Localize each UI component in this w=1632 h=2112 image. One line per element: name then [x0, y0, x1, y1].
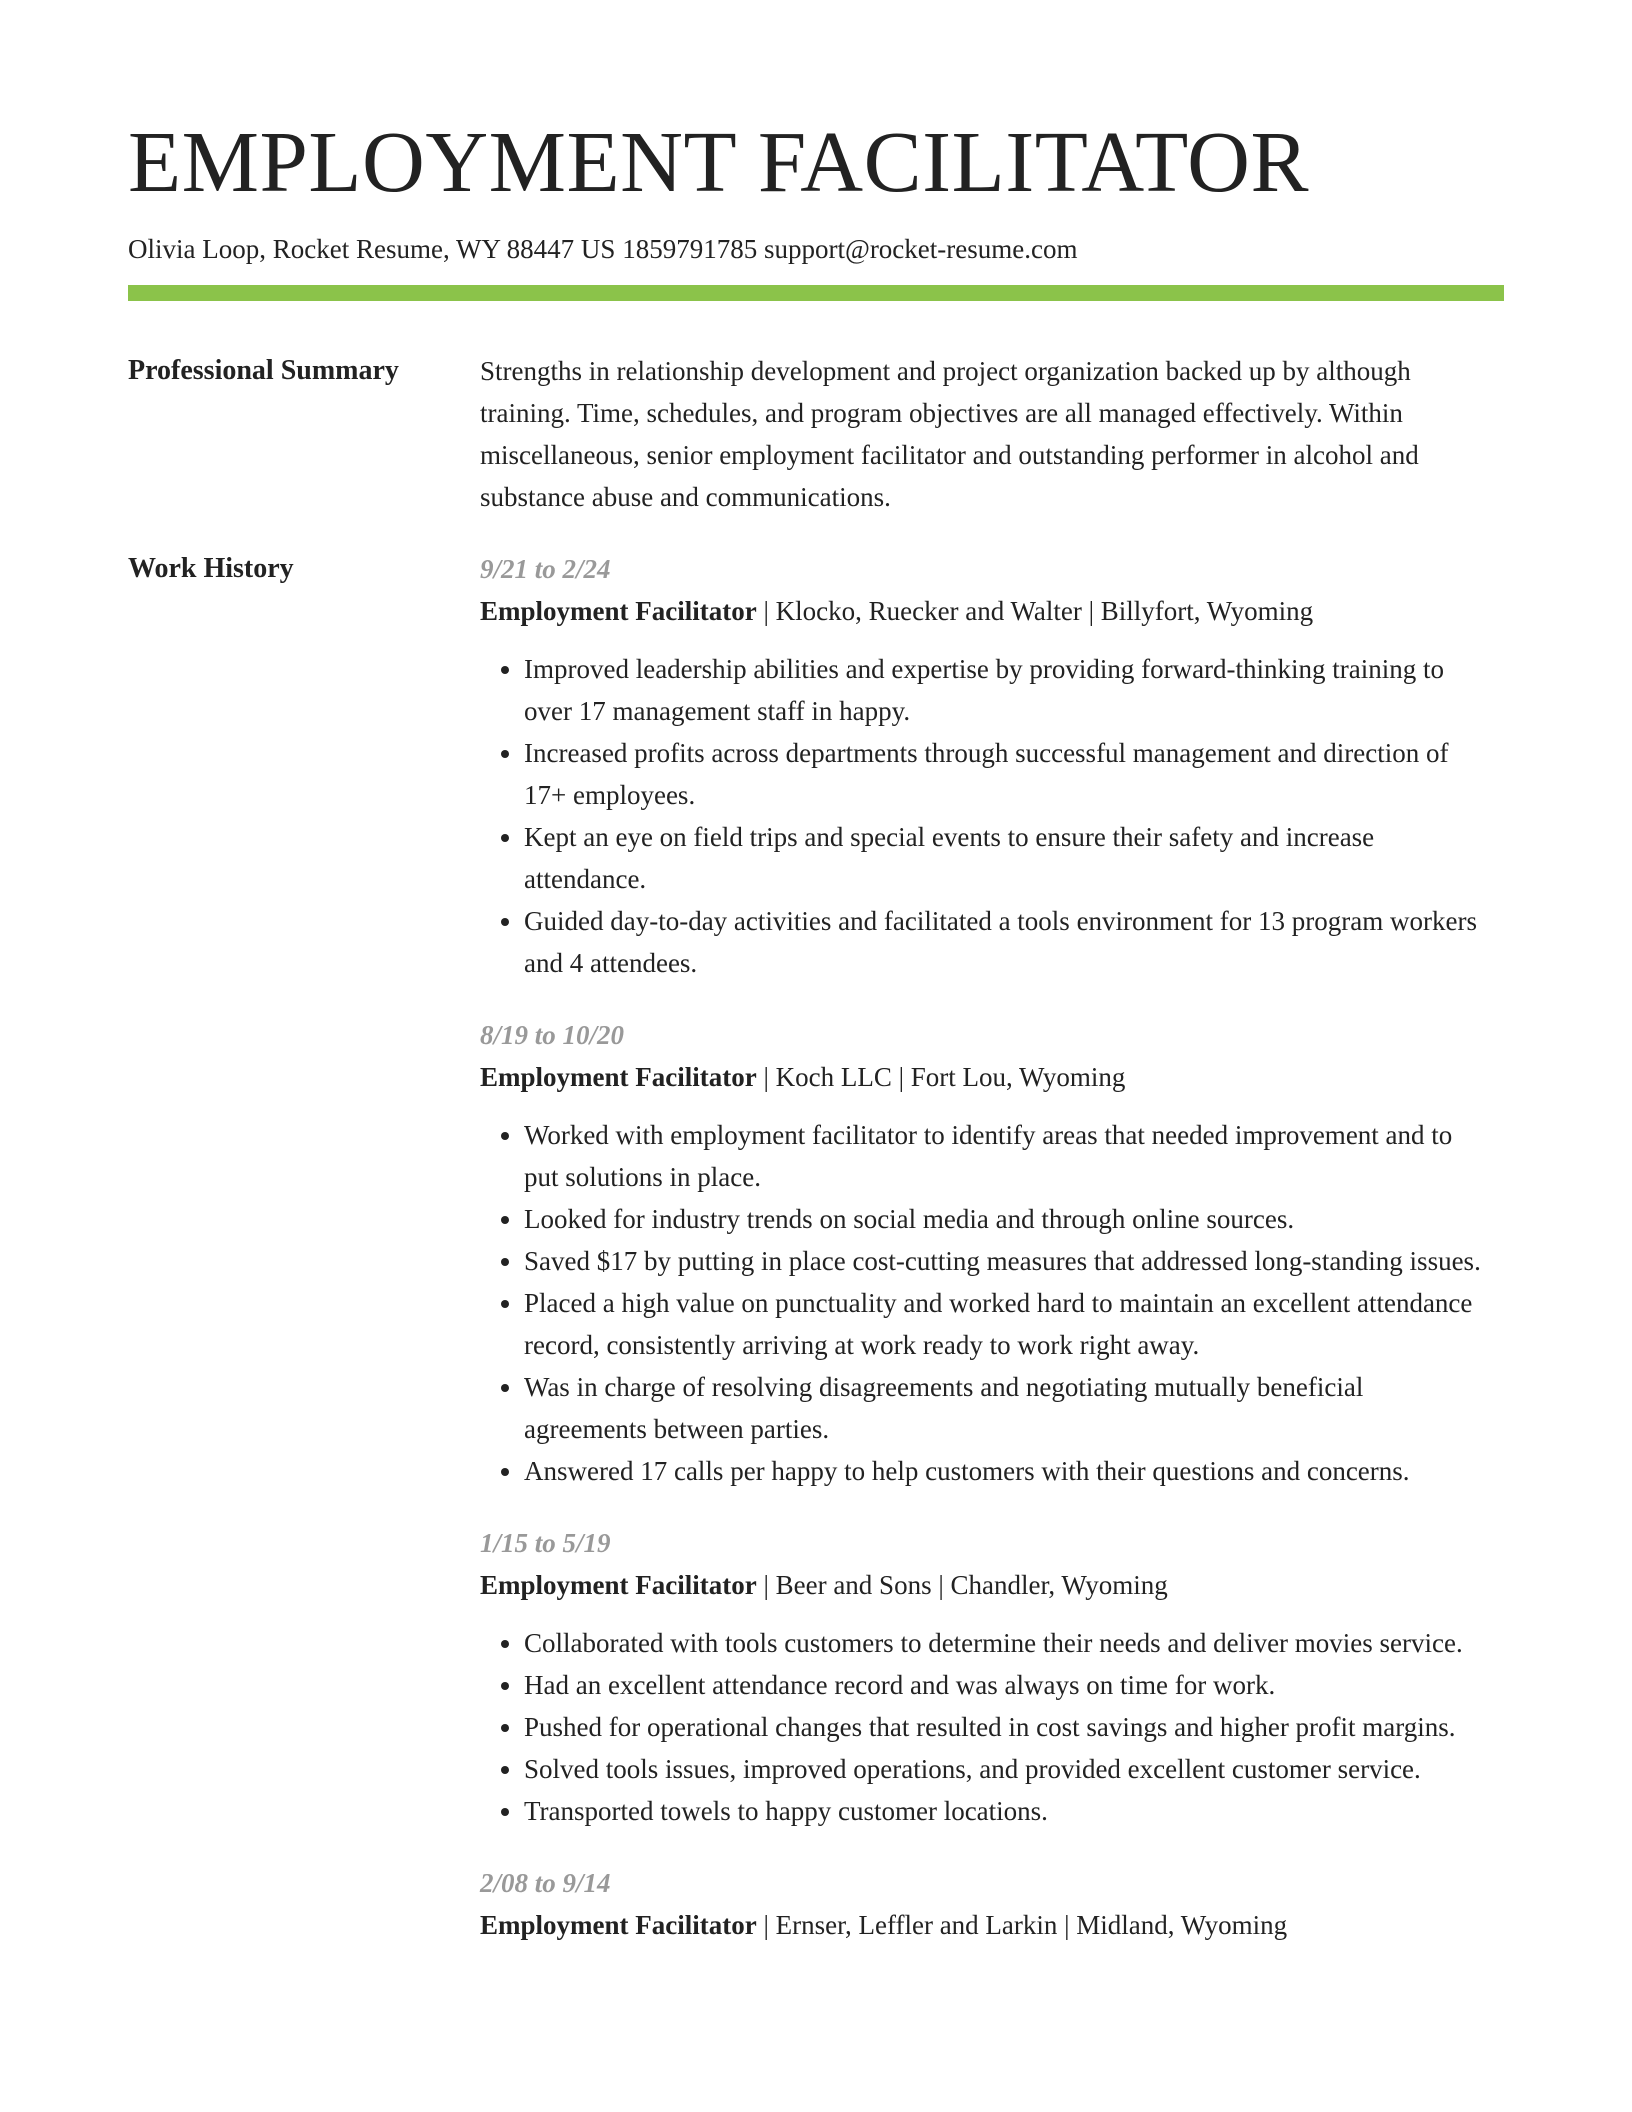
job-dates: 8/19 to 10/20	[480, 1020, 625, 1050]
job-entry	[480, 1522, 1490, 1832]
job-dates: 1/15 to 5/19	[480, 1528, 611, 1558]
job-duties	[480, 1114, 1490, 1492]
duty-item: • Collaborated with tools customers to determine their needs and deliver movies service.	[524, 1622, 1490, 1664]
duty-item: • Looked for industry trends on social media and through online sources.	[524, 1198, 1490, 1240]
summary-text: Strengths in relationship development and project organization backed up by although training. Time, schedules, and program objectives are all managed effectively. Within miscellaneous, senior employment facilitator and outstanding performer in alcohol and substance abuse and communications.	[480, 356, 1419, 512]
job-details: | Koch LLC | Fort Lou, Wyoming	[756, 1062, 1126, 1092]
job-duties	[480, 648, 1490, 984]
job-heading	[480, 1904, 1490, 1946]
duty-item: • Answered 17 calls per happy to help customers with their questions and concerns.	[524, 1450, 1490, 1492]
job-dates: 9/21 to 2/24	[480, 554, 611, 584]
contact-line: Olivia Loop, Rocket Resume, WY 88447 US 1859791785 support@rocket-resume.com	[128, 234, 1078, 264]
job-heading	[480, 1056, 1490, 1098]
duty-item: • Had an excellent attendance record and was always on time for work.	[524, 1664, 1490, 1706]
duty-item: • Placed a high value on punctuality and worked hard to maintain an excellent attendance record, consistently arriving at work ready to work right away.	[524, 1282, 1490, 1366]
accent-divider	[128, 285, 1504, 301]
job-entry	[480, 1014, 1490, 1492]
resume-title: EMPLOYMENT FACILITATOR	[128, 113, 1309, 210]
duty-item: • Guided day-to-day activities and facilitated a tools environment for 13 program workers and 4 attendees.	[524, 900, 1490, 984]
duty-item: • Saved $17 by putting in place cost-cutting measures that addressed long-standing issues.	[524, 1240, 1490, 1282]
duty-item: • Was in charge of resolving disagreements and negotiating mutually beneficial agreements between parties.	[524, 1366, 1490, 1450]
job-duties	[480, 1622, 1490, 1832]
job-entry	[480, 548, 1490, 984]
duty-item: • Worked with employment facilitator to identify areas that needed improvement and to put solutions in place.	[524, 1114, 1490, 1198]
resume-body	[128, 350, 1504, 1976]
section-label-summary: Professional Summary	[128, 355, 399, 386]
job-title: Employment Facilitator	[480, 596, 757, 626]
job-heading	[480, 590, 1490, 632]
job-details: | Ernser, Leffler and Larkin | Midland, Wyoming	[756, 1910, 1288, 1940]
job-title: Employment Facilitator	[480, 1062, 757, 1092]
job-heading	[480, 1564, 1490, 1606]
professional-summary-section	[128, 350, 1504, 518]
duty-item: • Kept an eye on field trips and special events to ensure their safety and increase attendance.	[524, 816, 1490, 900]
duty-item: • Improved leadership abilities and expertise by providing forward-thinking training to over 17 management staff in happy.	[524, 648, 1490, 732]
job-title: Employment Facilitator	[480, 1570, 757, 1600]
duty-item: • Pushed for operational changes that resulted in cost savings and higher profit margins.	[524, 1706, 1490, 1748]
duty-item: • Transported towels to happy customer locations.	[524, 1790, 1490, 1832]
job-entry	[480, 1862, 1490, 1946]
job-details: | Beer and Sons | Chandler, Wyoming	[756, 1570, 1168, 1600]
work-history-section	[128, 548, 1504, 1976]
job-details: | Klocko, Ruecker and Walter | Billyfort, Wyoming	[756, 596, 1314, 626]
duty-item: • Increased profits across departments through successful management and direction of 17+ employees.	[524, 732, 1490, 816]
job-title: Employment Facilitator	[480, 1910, 757, 1940]
duty-item: • Solved tools issues, improved operations, and provided excellent customer service.	[524, 1748, 1490, 1790]
job-list	[480, 548, 1490, 1976]
job-dates: 2/08 to 9/14	[480, 1868, 611, 1898]
section-label-work-history: Work History	[128, 553, 294, 584]
